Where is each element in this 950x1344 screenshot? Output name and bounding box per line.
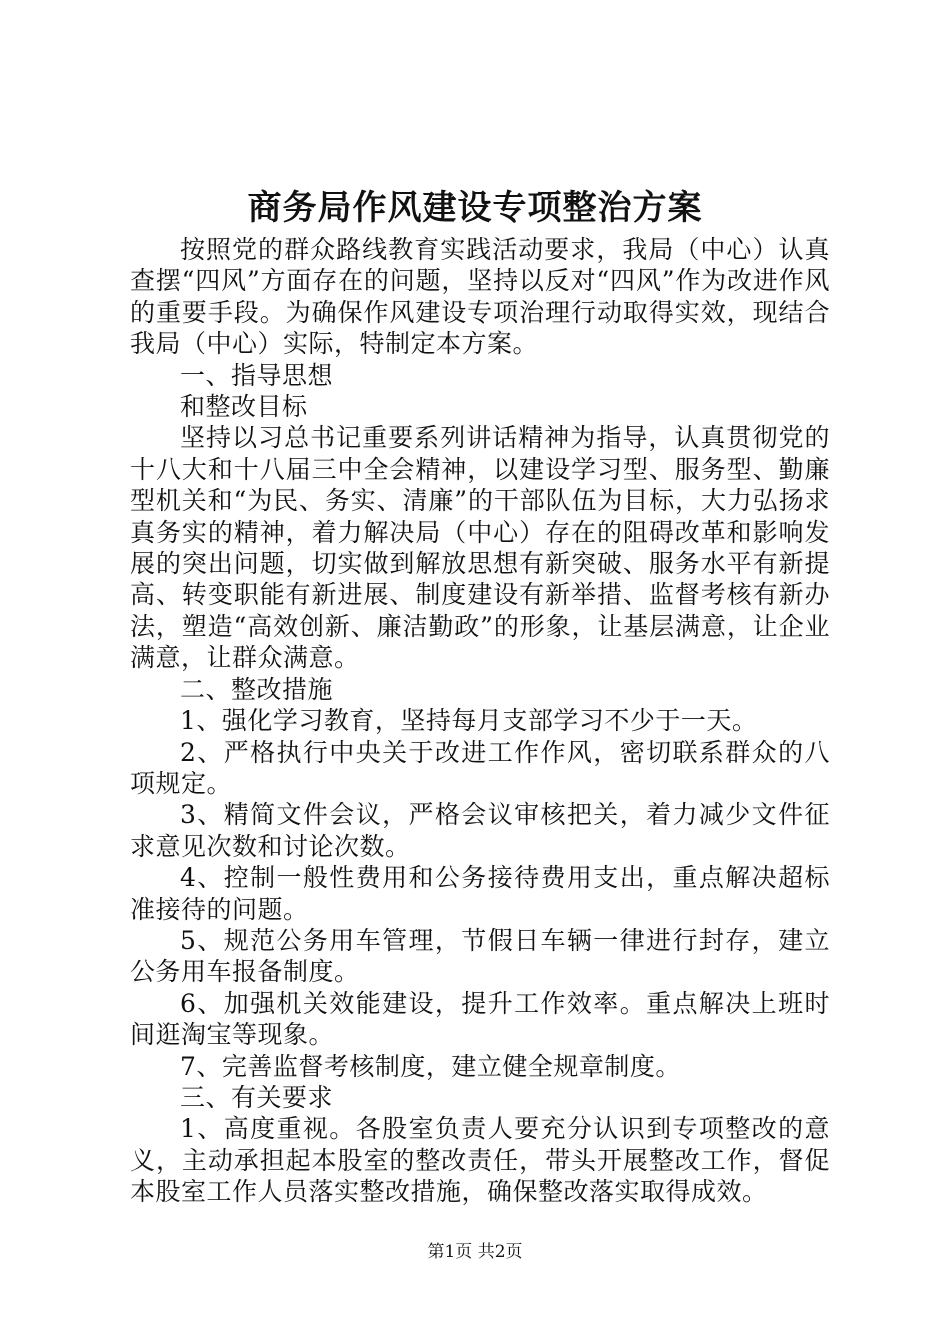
section-heading-guiding-thought: 一、指导思想	[180, 360, 334, 390]
measure-item: 4、控制一般性费用和公务接待费用支出，重点解决超标准接待的问题。	[130, 863, 830, 924]
measure-item: 5、规范公务用车管理，节假日车辆一律进行封存，建立公务用车报备制度。	[130, 925, 830, 987]
document-title: 商务局作风建设专项整治方案	[247, 188, 703, 228]
section-heading-requirements: 三、有关要求	[180, 1082, 334, 1112]
measure-item: 7、完善监督考核制度，建立健全规章制度。	[180, 1051, 681, 1081]
document-body	[130, 234, 830, 1208]
intro-paragraph: 按照党的群众路线教育实践活动要求，我局（中心）认真查摆“四风”方面存在的问题，坚持以反对“四风”作为改进作风的重要手段。为确保作风建设专项治理行动取得实效，现结合我局（中心）实际，特制定本方案。	[130, 235, 830, 359]
measure-item: 6、加强机关效能建设，提升工作效率。重点解决上班时间逛淘宝等现象。	[130, 988, 830, 1050]
requirement-item: 1、高度重视。各股室负责人要充分认识到专项整改的意义，主动承担起本股室的整改责任，带头开展整改工作，督促本股室工作人员落实整改措施，确保整改落实取得成效。	[130, 1114, 830, 1207]
section-heading-measures: 二、整改措施	[180, 674, 334, 704]
section-heading-continuation: 和整改目标	[180, 392, 308, 422]
measure-item: 1、强化学习教育，坚持每月支部学习不少于一天。	[180, 706, 758, 736]
guiding-thought-paragraph: 坚持以习总书记重要系列讲话精神为指导，认真贯彻党的十八大和十八届三中全会精神，以建设学习型、服务型、勤廉型机关和“为民、务实、清廉”的干部队伍为目标，大力弘扬求真务实的精神，着力解决局（中心）存在的阻碍改革和影响发展的突出问题，切实做到解放思想有新突破、服务水平有新提高、转变职能有新进展、制度建设有新举措、监督考核有新办法，塑造“高效创新、廉洁勤政”的形象，让基层满意，让企业满意，让群众满意。	[130, 423, 830, 673]
measure-item: 3、精简文件会议，严格会议审核把关，着力减少文件征求意见次数和讨论次数。	[130, 800, 830, 861]
page-number-footer: 第1页 共2页	[427, 1242, 523, 1262]
measure-item: 2、严格执行中央关于改进工作作风，密切联系群众的八项规定。	[130, 737, 830, 798]
